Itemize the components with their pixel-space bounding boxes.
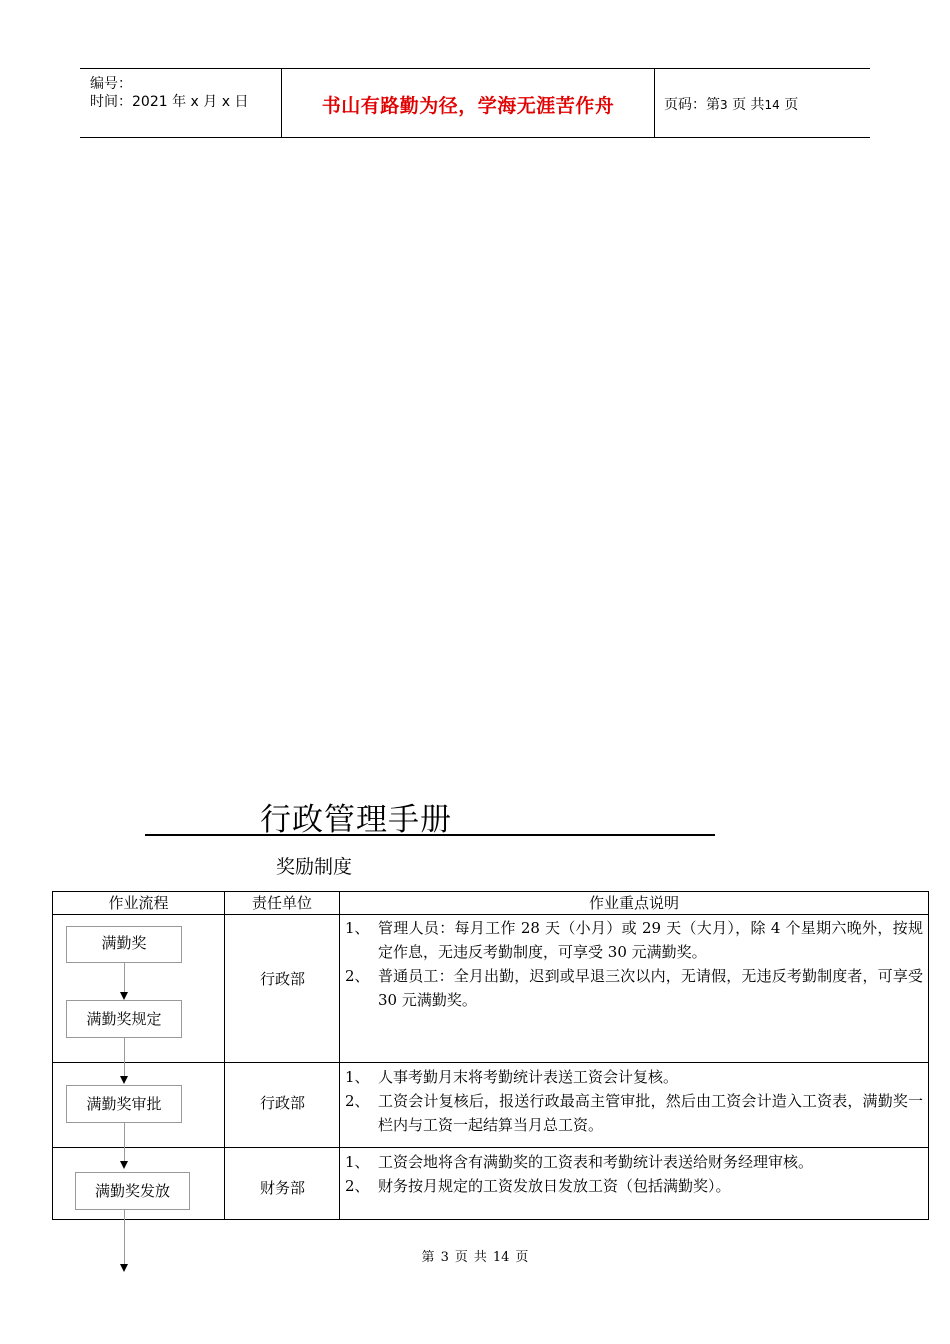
- page-prefix: 页码：第: [664, 97, 720, 113]
- flow-arrow-icon: [120, 992, 128, 1000]
- note-index: 1、: [345, 1068, 370, 1086]
- row-department: 行政部: [259, 1094, 305, 1112]
- footer-word: 共: [473, 1250, 487, 1265]
- table-row-divider: [52, 1147, 929, 1148]
- table-header-divider: [52, 914, 929, 915]
- note-item: [345, 964, 923, 1012]
- table-border-bottom: [52, 1219, 929, 1220]
- page-number: 3: [720, 98, 728, 112]
- flow-connector: [124, 963, 125, 993]
- note-text: 管理人员：每月工作 28 天（小月）或 29 天（大月），除 4 个星期六晚外，按规定作息，无违反考勤制度，可享受 30 元满勤奖。: [378, 919, 923, 961]
- flow-connector: [124, 1123, 125, 1161]
- page-mid: 页 共: [732, 97, 765, 113]
- note-text: 工资会计复核后，报送行政最高主管审批，然后由工资会计造入工资表，满勤奖一栏内与工资一起结算当月总工资。: [378, 1092, 923, 1134]
- header-motto-cell: [282, 69, 655, 137]
- note-index: 1、: [345, 1153, 370, 1171]
- note-item: [345, 1065, 923, 1089]
- document-title: 行政管理手册: [260, 802, 452, 838]
- table-border-left: [52, 891, 53, 1220]
- header-page-cell: [655, 69, 870, 137]
- flow-arrow-icon: [120, 1264, 128, 1272]
- section-subtitle: 奖励制度: [276, 856, 353, 878]
- footer-word: 第: [421, 1250, 435, 1265]
- footer-page-total: 14: [492, 1250, 510, 1265]
- flow-step-box: 满勤奖: [66, 926, 182, 963]
- row-notes: [345, 1150, 923, 1198]
- flow-step-box: 满勤奖规定: [66, 1000, 182, 1038]
- header-motto: 书山有路勤为径，学海无涯苦作舟: [321, 95, 615, 117]
- note-item: [345, 1150, 923, 1174]
- table-border-right: [928, 891, 929, 1220]
- note-item: [345, 916, 923, 964]
- note-index: 2、: [345, 1092, 370, 1110]
- flow-arrow-icon: [120, 1161, 128, 1169]
- column-header-department: 责任单位: [251, 894, 312, 912]
- note-index: 2、: [345, 1177, 370, 1195]
- row-notes: [345, 1065, 923, 1137]
- page-header: [80, 68, 870, 138]
- flow-step-box: 满勤奖发放: [75, 1172, 190, 1210]
- note-item: [345, 1174, 923, 1198]
- row-notes: [345, 916, 923, 1012]
- title-underline: [145, 790, 715, 836]
- flow-arrow-icon: [120, 1076, 128, 1084]
- header-page-indicator: [664, 94, 798, 114]
- header-info-cell: [80, 69, 282, 137]
- flow-connector: [124, 1038, 125, 1076]
- column-header-notes: 作业重点说明: [588, 894, 679, 912]
- table-row-divider: [52, 1062, 929, 1063]
- note-text: 工资会地将含有满勤奖的工资表和考勤统计表送给财务经理审核。: [378, 1153, 814, 1171]
- note-text: 普通员工：全月出勤，迟到或早退三次以内，无请假，无违反考勤制度者，可享受 30 元满勤奖。: [378, 967, 923, 1009]
- note-index: 2、: [345, 967, 370, 985]
- page-footer: [0, 1246, 950, 1265]
- note-text: 人事考勤月末将考勤统计表送工资会计复核。: [378, 1068, 679, 1086]
- row-department: 财务部: [259, 1179, 305, 1197]
- column-header-process: 作业流程: [108, 894, 169, 912]
- footer-page-number: 3: [440, 1250, 449, 1265]
- flow-step-box: 满勤奖审批: [66, 1085, 182, 1123]
- footer-word: 页: [454, 1250, 468, 1265]
- row-department: 行政部: [259, 970, 305, 988]
- page-total: 14: [764, 98, 780, 112]
- footer-word: 页: [515, 1250, 529, 1265]
- page-suffix: 页: [784, 97, 799, 113]
- document-time-label: 时间：2021 年 x 月 x 日: [90, 94, 249, 110]
- document-number-label: 编号：: [90, 76, 132, 92]
- table-column-divider: [224, 891, 225, 1220]
- note-index: 1、: [345, 919, 370, 937]
- note-text: 财务按月规定的工资发放日发放工资（包括满勤奖）。: [378, 1177, 731, 1195]
- table-column-divider: [339, 891, 340, 1220]
- note-item: [345, 1089, 923, 1137]
